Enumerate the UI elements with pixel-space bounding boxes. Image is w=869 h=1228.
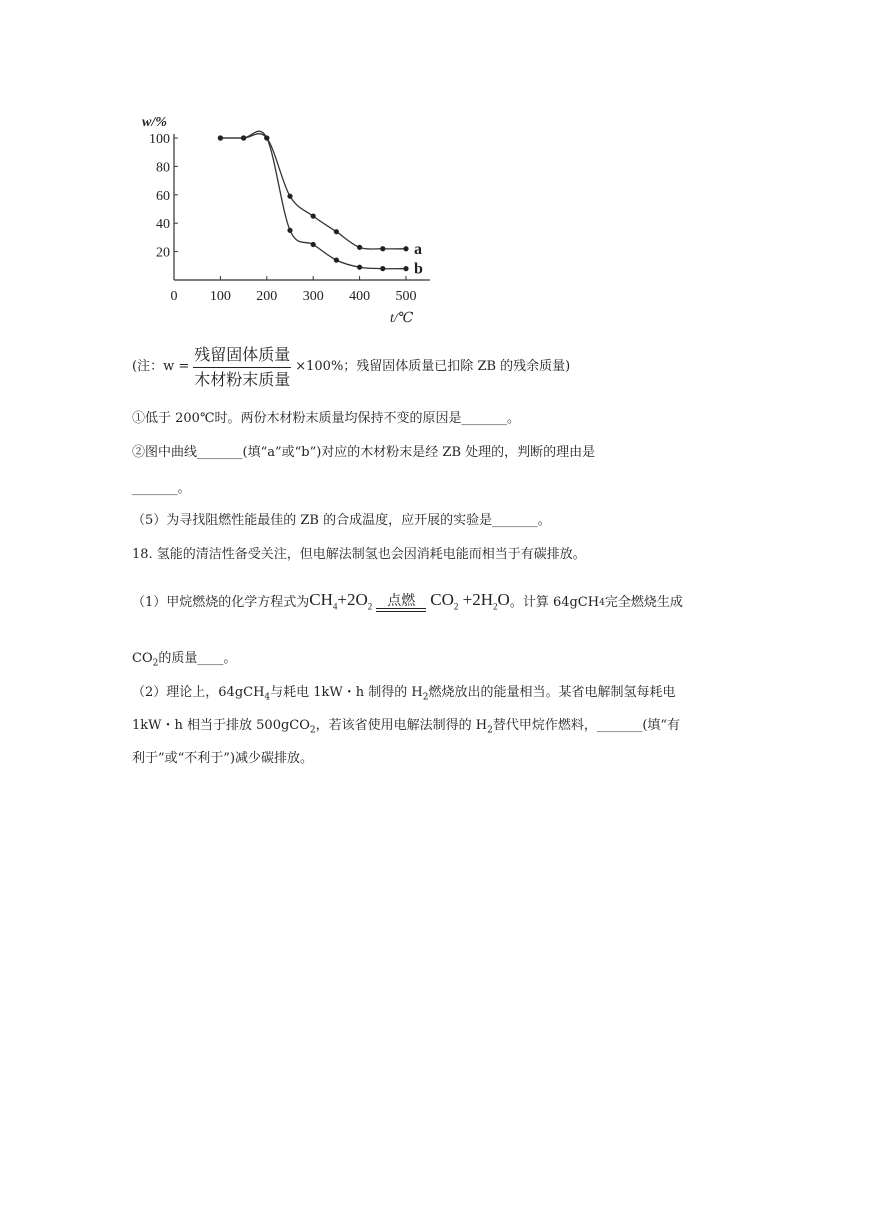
x-tick-label: 300 xyxy=(302,289,324,304)
fraction-numerator: 残留固体质量 xyxy=(193,345,291,368)
s2-l2-c: 替代甲烷作燃料，_______(填“有 xyxy=(492,718,681,733)
data-point-b xyxy=(287,228,292,233)
question-2-blank: _______。 xyxy=(132,481,191,496)
data-point-b xyxy=(311,242,316,247)
data-point-b xyxy=(264,135,269,140)
co2-text: CO xyxy=(132,651,153,666)
data-point-b xyxy=(380,266,385,271)
y-axis-title: w/% xyxy=(142,115,167,130)
s2-l1-a: （2）理论上，64gCH xyxy=(132,685,265,700)
co2-subscript: 2 xyxy=(152,658,159,669)
fraction-denominator: 木材粉末质量 xyxy=(194,369,291,389)
series-label-a: a xyxy=(414,240,422,258)
series-line-a xyxy=(220,134,406,249)
data-point-a xyxy=(380,246,385,251)
equals-bar xyxy=(376,608,426,612)
data-point-b xyxy=(403,266,408,271)
weight-temperature-chart xyxy=(128,108,448,330)
data-point-a xyxy=(311,214,316,219)
data-point-b xyxy=(218,135,223,140)
s2-l1-c: 燃烧放出的能量相当。某省电解制氢每耗电 xyxy=(428,685,676,700)
reaction-condition: 点燃 xyxy=(387,593,416,609)
data-point-b xyxy=(241,135,246,140)
y-tick-label: 40 xyxy=(156,217,170,233)
series-line-b xyxy=(220,131,406,269)
question-1: ①低于 200℃时。两份木材粉末质量均保持不变的原因是_______。 xyxy=(132,411,520,426)
reactants: $CH_4+2O_2$ xyxy=(309,589,373,612)
sub-question-2-line-1 xyxy=(132,683,676,708)
reaction-arrow xyxy=(376,594,426,612)
question-18: 18. 氢能的清洁性备受关注，但电解法制氢也会因消耗电能而相当于有碳排放。 xyxy=(132,547,586,562)
sub-question-1 xyxy=(132,585,683,621)
sub-question-1-prefix: （1）甲烷燃烧的化学方程式为 xyxy=(132,595,310,610)
question-2: ②图中曲线_______(填“a”或“b”)对应的木材粉末是经 ZB 处理的，判断的理由是 xyxy=(132,445,596,460)
ch4-subscript: 4 xyxy=(599,598,605,608)
y-tick-label: 20 xyxy=(156,245,170,261)
x-tick-label: 200 xyxy=(256,289,278,304)
s2-l1-b: 与耗电 1kW・h 制得的 H xyxy=(270,685,423,700)
x-tick-label: 0 xyxy=(170,289,178,304)
chart-svg xyxy=(128,108,448,330)
y-tick-label: 100 xyxy=(149,132,170,147)
x-tick-label: 100 xyxy=(209,289,231,304)
data-point-a xyxy=(287,194,292,199)
x-tick-label: 500 xyxy=(395,289,417,304)
s2-l1-sub2: 2 xyxy=(422,692,429,703)
formula-note xyxy=(132,344,570,390)
series-label-b: b xyxy=(414,260,423,278)
w-fraction xyxy=(193,345,291,390)
data-point-b xyxy=(357,265,362,270)
products: $CO_2 +2H_2O$ xyxy=(430,589,510,612)
data-point-b xyxy=(334,258,339,263)
data-point-a xyxy=(403,246,408,251)
y-tick-label: 60 xyxy=(156,188,170,204)
note-prefix: (注：w = xyxy=(132,359,190,374)
data-point-a xyxy=(334,229,339,234)
s2-l2-sub2: 2 xyxy=(487,725,493,736)
s2-l1-sub1: 4 xyxy=(264,692,271,703)
sub-question-2-line-3: 利于”或“不利于”)减少碳排放。 xyxy=(132,751,314,766)
sub-question-1-suffix-a: 。计算 64gCH xyxy=(509,595,600,610)
y-tick-label: 80 xyxy=(156,160,170,176)
sub-question-1-cont xyxy=(132,649,236,674)
sub-question-2-line-2 xyxy=(132,716,680,741)
s2-l2-a: 1kW・h 相当于排放 500gCO xyxy=(132,718,310,733)
data-point-a xyxy=(357,245,362,250)
sub-question-1-suffix-b: 完全燃烧生成 xyxy=(604,595,683,610)
x-tick-label: 400 xyxy=(349,289,371,304)
s2-l2-b: ，若该省使用电解法制得的 H xyxy=(315,718,488,733)
x-axis-title: t/℃ xyxy=(390,311,414,326)
mass-blank: 的质量____。 xyxy=(158,651,237,666)
question-5: （5）为寻找阻燃性能最佳的 ZB 的合成温度，应开展的实验是_______。 xyxy=(132,513,551,528)
s2-l2-sub1: 2 xyxy=(309,725,316,736)
note-suffix: ×100%；残留固体质量已扣除 ZB 的残余质量) xyxy=(295,359,571,374)
